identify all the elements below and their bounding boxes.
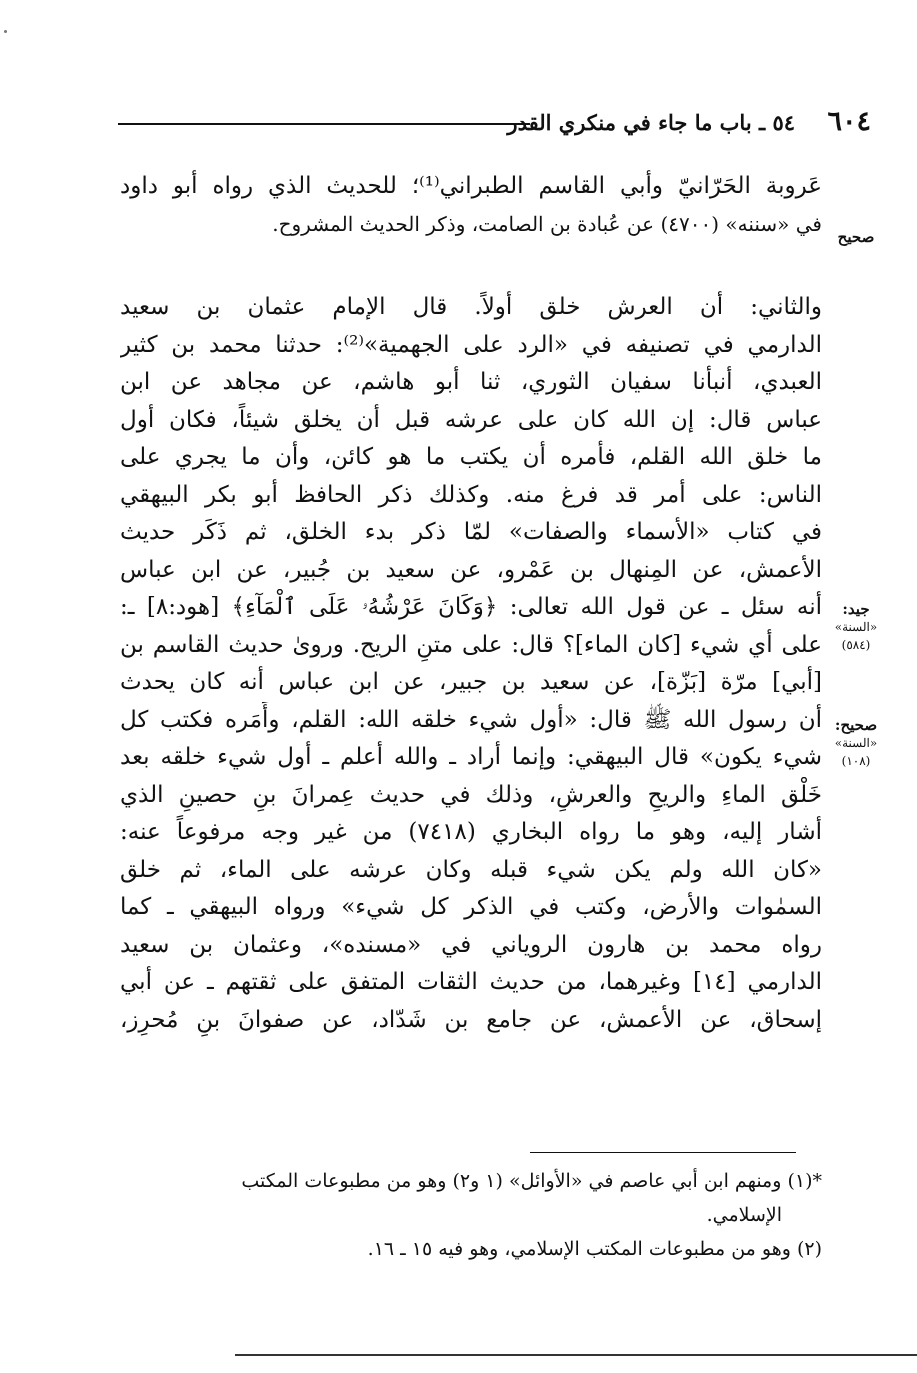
text-line: في «سننه» (٤٧٠٠) عن عُبادة بن الصامت، وذكر الحديث المشروح. — [272, 211, 822, 236]
footnote-1: *(١) ومنهم ابن أبي عاصم في «الأوائل» (١ و٢) وهو من مطبوعات المكتب — [241, 1170, 822, 1192]
text-line: شيء يكون» قال البيهقي: وإنما أراد ـ والله أعلم ـ أول شيء خلقه بعد — [120, 744, 822, 770]
header-rule — [118, 123, 530, 125]
text-line: رواه محمد بن هارون الروياني في «مسنده»، وعثمان بن سعيد — [120, 931, 822, 958]
bottom-rule — [235, 1354, 917, 1356]
text-line: العبدي، أنبأنا سفيان الثوري، ثنا أبو هاشم، عن مجاهد عن ابن — [120, 369, 822, 395]
text-line: عَروبة الحَرّانيّ وأبي القاسم الطبراني⁽¹⁾؛ للحديث الذي رواه أبو داود — [120, 173, 822, 199]
margin-note-reference: «السنة» (٥٨٤) — [834, 620, 878, 652]
margin-note-grade — [823, 600, 889, 654]
margin-note-grade-label: صحيح: — [834, 716, 878, 734]
page-header — [118, 104, 877, 140]
footnote-1-continuation: الإسلامي. — [706, 1204, 782, 1226]
margin-note-grade — [823, 716, 889, 770]
text-line: في كتاب «الأسماء والصفات» لمّا ذكر بدء الخلق، ثم ذَكَر حديث — [120, 519, 822, 545]
text-line: الأعمش، عن المِنهال بن عَمْرو، عن سعيد بن جُبير، عن ابن عباس — [120, 556, 822, 583]
text-line: [أبي] مرّة [بَزّة]، عن سعيد بن جبير، عن ابن عباس أنه كان يحدث — [120, 669, 822, 695]
scan-speck — [4, 30, 7, 33]
main-text — [120, 168, 822, 1039]
text-line: أن رسول الله ﷺ قال: «أول شيء خلقه الله: القلم، وأَمَره فكتب كل — [120, 706, 822, 733]
margin-note-reference: «السنة» (١٠٨) — [834, 736, 878, 768]
margin-note-grade — [823, 228, 889, 246]
footnote-2: (٢) وهو من مطبوعات المكتب الإسلامي، وهو فيه ١٥ ـ ١٦. — [367, 1238, 822, 1260]
text-line: إسحاق، عن الأعمش، عن جامع بن شَدّاد، عن صفوانَ بنِ مُحرِز، — [120, 1006, 822, 1033]
text-line: ما خلق الله القلم، فأمره أن يكتب ما هو كائن، وأن ما يجري على — [120, 444, 822, 470]
text-line: والثاني: أن العرش خلق أولاً. قال الإمام عثمان بن سعيد — [120, 294, 822, 320]
page-number: ٦٠٤ — [827, 106, 871, 137]
text-line: «كان الله ولم يكن شيء قبله وكان عرشه على الماء، ثم خلق — [120, 856, 822, 883]
text-line: أشار إليه، وهو ما رواه البخاري (٧٤١٨) من غير وجه مرفوعاً عنه: — [120, 819, 822, 845]
text-line: على أي شيء [كان الماء]؟ قال: على متنِ الريح. وروىٰ حديث القاسم بن — [120, 631, 822, 658]
text-line: أنه سئل ـ عن قول الله تعالى: ﴿وَكَانَ عَرْشُهُۥ عَلَى ٱلْمَآءِ﴾ [هود:٨] ـ: — [120, 594, 822, 620]
text-line: خَلْق الماءِ والريحِ والعرشِ، وذلك في حديث عِمرانَ بنِ حصينِ الذي — [120, 781, 822, 808]
margin-note-grade-label: جيد: — [842, 600, 870, 618]
text-line: الدارمي في تصنيفه في «الرد على الجهمية»⁽²⁾: حدثنا محمد بن كثير — [120, 331, 822, 358]
footnotes — [120, 1164, 822, 1266]
footnote-rule — [530, 1152, 796, 1153]
text-line: عباس قال: إن الله كان على عرشه قبل أن يخلق شيئاً، فكان أول — [120, 406, 822, 433]
text-line: السمٰوات والأرض، وكتب في الذكر كل شيء» ورواه البيهقي ـ كما — [120, 894, 822, 920]
chapter-title: ٥٤ ـ باب ما جاء في منكري القدر — [507, 110, 795, 135]
text-line: الدارمي [١٤] وغيرهما، من حديث الثقات المتفق على ثقتهم ـ عن أبي — [120, 969, 822, 995]
text-line: الناس: على أمر قد فرغ منه. وكذلك ذكر الحافظ أبو بكر البيهقي — [120, 481, 822, 508]
paragraph-gap — [120, 243, 822, 289]
margin-note-grade-label: صحيح — [837, 228, 875, 246]
